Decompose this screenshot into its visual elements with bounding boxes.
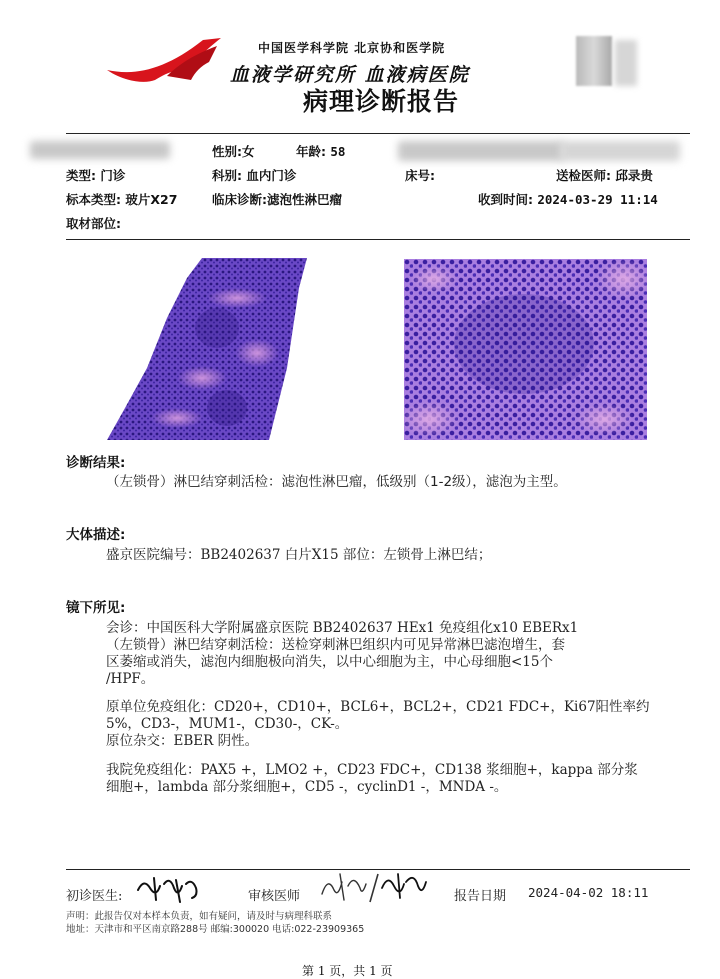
page-number: 第 1 页，共 1 页 [302, 964, 393, 978]
micrograph-low-power [107, 258, 317, 440]
micro-line: 会诊：中国医科大学附属盛京医院 BB2402637 HEx1 免疫组化x10 EBERx1 [106, 620, 579, 636]
type-field: 类型: 门诊 [66, 168, 126, 183]
dept-field: 科别: 血内门诊 [212, 168, 297, 183]
reviewer-label: 审核医师 [248, 889, 301, 904]
received-time-field: 收到时间: 2024-03-29 11:14 [478, 192, 658, 207]
micrograph-high-power [404, 259, 647, 440]
address: 地址：天津市和平区南京路288号 邮编:300020 电话:022-23909365 [66, 924, 365, 935]
gender-field: 性别:女 [212, 144, 255, 159]
hospital-logo [105, 36, 223, 88]
bed-field: 床号: [405, 168, 435, 183]
micro-line: 5%，CD3-，MUM1-，CD30-，CK-。 [106, 716, 349, 732]
diagnosis-heading: 诊断结果: [66, 455, 126, 471]
report-date-value: 2024-04-02 18:11 [528, 885, 649, 900]
microscopic-heading: 镜下所见: [66, 600, 126, 616]
redacted-barcode [576, 36, 612, 86]
age-field: 年龄: 58 [296, 144, 346, 159]
diagnosis-text: （左锁骨）淋巴结穿刺活检：滤泡性淋巴瘤，低级别（1-2级），滤泡为主型。 [106, 474, 567, 490]
first-doctor-signature [136, 874, 202, 904]
micro-line: 区萎缩或消失，滤泡内细胞极向消失，以中心细胞为主，中心母细胞<15个 [106, 654, 553, 670]
micro-line: 原单位免疫组化：CD20+，CD10+，BCL6+，BCL2+，CD21 FDC+，Ki67阳性率约 [106, 699, 650, 715]
gross-text: 盛京医院编号：BB2402637 白片X15 部位：左锁骨上淋巴结； [106, 547, 492, 563]
report-date-label: 报告日期 [454, 889, 507, 904]
micro-line: （左锁骨）淋巴结穿刺活检：送检穿刺淋巴组织内可见异常淋巴滤泡增生，套 [106, 637, 565, 653]
institution-name-line2: 血液学研究所 血液病医院 [230, 64, 470, 86]
redacted-patient-name [30, 141, 170, 159]
institution-name-line1: 中国医学科学院 北京协和医学院 [258, 41, 446, 55]
disclaimer: 声明：此报告仅对本样本负责，如有疑问，请及时与病理科联系 [66, 911, 333, 922]
first-doctor-label: 初诊医生: [66, 889, 123, 904]
report-title: 病理诊断报告 [303, 87, 460, 116]
micro-line: 我院免疫组化：PAX5 +，LMO2 +，CD23 FDC+，CD138 浆细胞+，kappa 部分浆 [106, 762, 638, 778]
redacted-id [398, 141, 564, 161]
reviewer-signature [318, 868, 430, 908]
micro-line: /HPF。 [106, 671, 155, 687]
header-rule [66, 133, 690, 134]
redacted-id-2 [560, 141, 680, 161]
redacted-barcode-edge [615, 40, 637, 86]
doctor-field: 送检医师: 邱录贵 [556, 168, 653, 183]
gross-heading: 大体描述: [66, 527, 126, 543]
micro-line: 细胞+，lambda 部分浆细胞+，CD5 -，cyclinD1 -，MNDA -。 [106, 779, 508, 795]
micro-line: 原位杂交：EBER 阴性。 [106, 733, 259, 749]
specimen-type-field: 标本类型: 玻片X27 [66, 192, 178, 207]
info-rule [66, 239, 690, 240]
clinical-diagnosis-field: 临床诊断:滤泡性淋巴瘤 [212, 192, 343, 207]
site-field: 取材部位: [66, 216, 121, 231]
